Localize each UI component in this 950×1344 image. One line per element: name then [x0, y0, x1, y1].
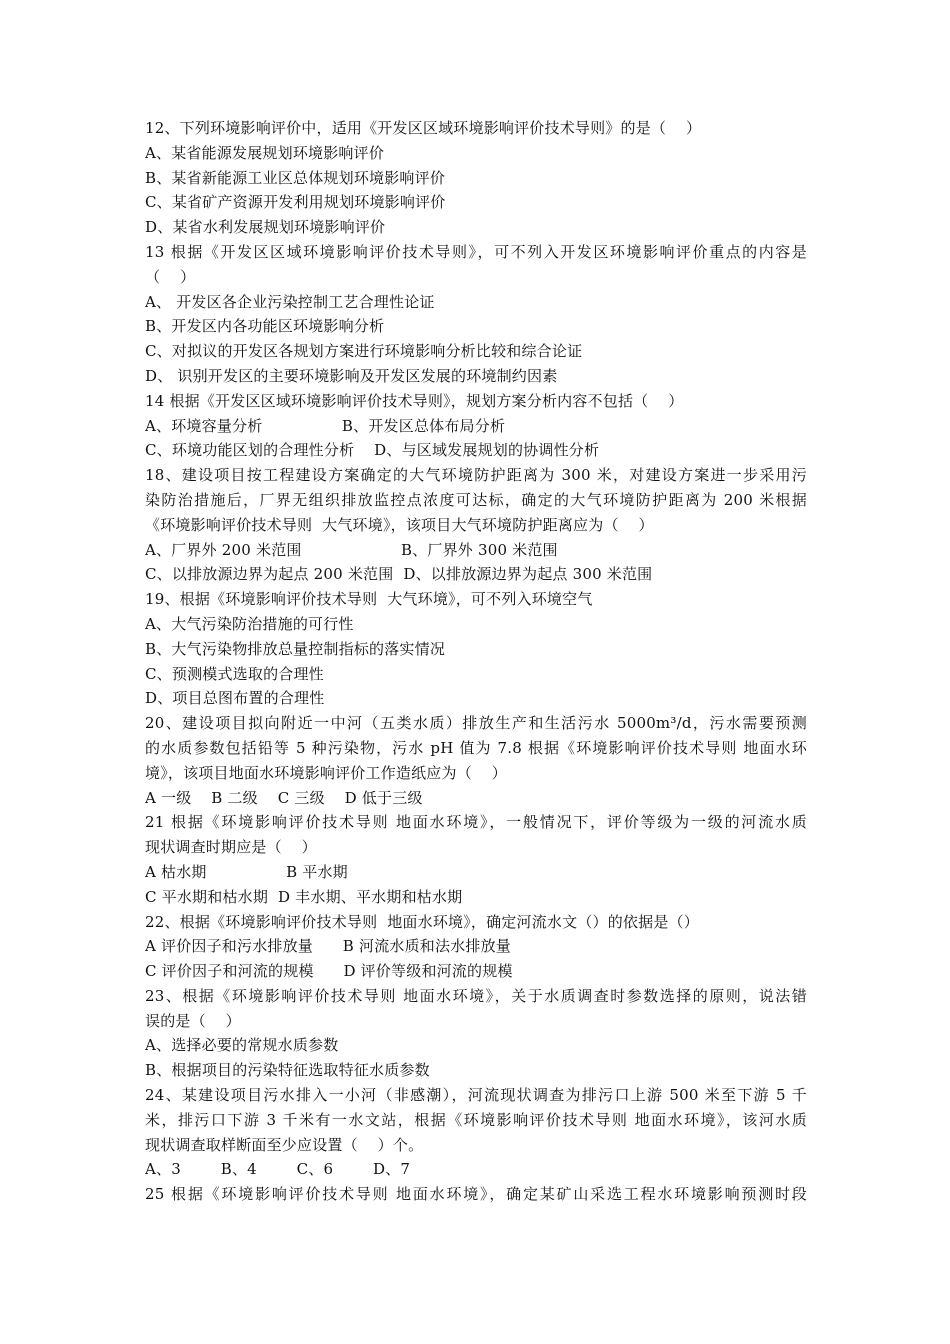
text-line: C、环境功能区划的合理性分析 D、与区域发展规划的协调性分析 [145, 441, 600, 460]
text-line: C 评价因子和河流的规模 D 评价等级和河流的规模 [145, 962, 513, 981]
text-line: A 枯水期 B 平水期 [145, 862, 348, 881]
text-line: D、项目总图布置的合理性 [145, 689, 325, 708]
text-line: B、根据项目的污染特征选取特征水质参数 [145, 1061, 430, 1080]
text-line: 境》，该项目地面水环境影响评价工作造纸应为（ ） [145, 763, 507, 782]
text-line: 米，排污口下游 3 千米有一水文站，根据《环境影响评价技术导则 地面水环境》，该河水质 [145, 1110, 807, 1129]
text-line: A 评价因子和污水排放量 B 河流水质和法水排放量 [145, 937, 512, 956]
text-line: A 一级 B 二级 C 三级 D 低于三级 [145, 788, 423, 807]
text-line: A、环境容量分析 B、开发区总体布局分析 [145, 416, 506, 435]
text-line: 19、根据《环境影响评价技术导则 大气环境》，可不列入环境空气 [145, 590, 593, 609]
text-line: 误的是（ ） [145, 1011, 241, 1030]
text-line: 现状调查取样断面至少应设置（ ）个。 [145, 1135, 424, 1154]
text-line: A、大气污染防治措施的可行性 [145, 614, 354, 633]
text-line: A、厂界外 200 米范围 B、厂界外 300 米范围 [145, 540, 558, 559]
text-line: A、选择必要的常规水质参数 [145, 1036, 339, 1055]
text-line: A、某省能源发展规划环境影响评价 [145, 143, 385, 162]
text-line: 23、根据《环境影响评价技术导则 地面水环境》，关于水质调查时参数选择的原则，说法错 [145, 986, 807, 1005]
text-line: 20、建设项目拟向附近一中河（五类水质）排放生产和生活污水 5000m³/d，污水需要预测 [145, 714, 807, 733]
question-text-body [145, 116, 807, 1207]
text-line: 的水质参数包括铅等 5 种污染物，污水 pH 值为 7.8 根据《环境影响评价技术导则 地面水环 [145, 738, 807, 757]
text-line: 14 根据《开发区区域环境影响评价技术导则》，规划方案分析内容不包括（ ） [145, 391, 684, 410]
text-line: 18、建设项目按工程建设方案确定的大气环境防护距离为 300 米，对建设方案进一步采用污 [145, 466, 807, 485]
text-line: 13 根据《开发区区域环境影响评价技术导则》，可不列入开发区环境影响评价重点的内容是 [145, 242, 807, 261]
text-line: B、大气污染物排放总量控制指标的落实情况 [145, 639, 446, 658]
text-line: B、某省新能源工业区总体规划环境影响评价 [145, 168, 446, 187]
text-line: 12、下列环境影响评价中，适用《开发区区域环境影响评价技术导则》的是（ ） [145, 119, 702, 137]
text-line: C、以排放源边界为起点 200 米范围 D、以排放源边界为起点 300 米范围 [145, 565, 653, 584]
text-line: （ ） [145, 267, 196, 286]
text-line: 染防治措施后，厂界无组织排放监控点浓度可达标，确定的大气环境防护距离为 200 米根据 [145, 490, 807, 509]
text-line: A、 开发区各企业污染控制工艺合理性论证 [145, 292, 435, 311]
text-line: A、3 B、4 C、6 D、7 [145, 1160, 411, 1179]
text-line: 25 根据《环境影响评价技术导则 地面水环境》，确定某矿山采选工程水环境影响预测时段 [145, 1185, 807, 1204]
text-line: D、某省水利发展规划环境影响评价 [145, 218, 386, 237]
text-line: C 平水期和枯水期 D 丰水期、平水期和枯水期 [145, 887, 463, 906]
text-line: 24、某建设项目污水排入一小河（非感潮），河流现状调查为排污口上游 500 米至下游 5 千 [145, 1086, 807, 1105]
text-line: B、开发区内各功能区环境影响分析 [145, 317, 385, 336]
text-line: 《环境影响评价技术导则 大气环境》，该项目大气环境防护距离应为（ ） [145, 515, 654, 534]
text-line: C、预测模式选取的合理性 [145, 664, 324, 683]
text-line: D、 识别开发区的主要环境影响及开发区发展的环境制约因素 [145, 366, 558, 385]
text-line: C、对拟议的开发区各规划方案进行环境影响分析比较和综合论证 [145, 342, 583, 361]
text-line: 22、根据《环境影响评价技术导则 地面水环境》，确定河流水文（）的依据是（） [145, 912, 699, 931]
text-line: 21 根据《环境影响评价技术导则 地面水环境》，一般情况下，评价等级为一级的河流水质 [145, 813, 807, 832]
text-line: 现状调查时期应是（ ） [145, 838, 317, 857]
text-line: C、某省矿产资源开发利用规划环境影响评价 [145, 193, 446, 212]
